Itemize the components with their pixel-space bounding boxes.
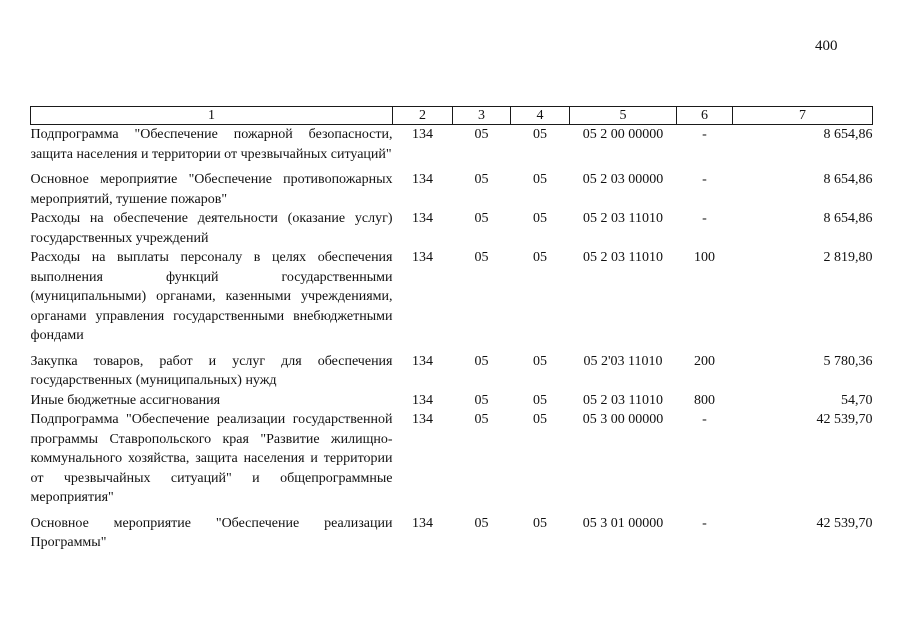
cell-col3: 05 <box>474 172 489 187</box>
cell-col2: 134 <box>412 392 433 408</box>
cell-col5: 05 2 03 11010 <box>583 392 663 408</box>
page-number: 400 <box>815 38 838 54</box>
cell-col4: 05 <box>533 250 547 265</box>
column-header: 6 <box>677 107 733 125</box>
cell-col6: 100 <box>694 250 715 265</box>
table-row <box>31 209 873 248</box>
row-name: Иные бюджетные ассигнования <box>30 392 221 408</box>
cell-col6: 800 <box>694 392 715 408</box>
cell-col5: 05 2'03 11010 <box>583 353 663 369</box>
row-name: Подпрограмма "Обеспечение реализации государственной программы Ставропольского края "Развитие жилищно-коммунального хозяйства, защита населения и территории от чрезвычайных ситуаций" и общепрограммные мероприятия" <box>30 412 393 505</box>
cell-col5: 05 2 03 11010 <box>583 211 663 226</box>
cell-col3: 05 <box>474 127 489 142</box>
row-name: Основное мероприятие "Обеспечение реализации Программы" <box>30 515 393 550</box>
cell-col2: 134 <box>412 412 433 427</box>
column-header: 4 <box>511 107 570 125</box>
table-row <box>31 410 873 514</box>
cell-col2: 134 <box>412 353 433 369</box>
cell-col3: 05 <box>474 392 489 408</box>
cell-col6: - <box>702 412 707 427</box>
cell-col3: 05 <box>474 412 489 427</box>
cell-amount: 8 654,86 <box>823 172 873 187</box>
cell-col6: - <box>702 515 707 531</box>
cell-col5: 05 3 00 00000 <box>582 412 664 427</box>
cell-amount: 8 654,86 <box>823 211 873 226</box>
column-header: 7 <box>733 107 873 125</box>
cell-amount: 42 539,70 <box>816 412 873 427</box>
cell-col2: 134 <box>412 172 433 187</box>
cell-col6: 200 <box>694 353 715 369</box>
cell-col3: 05 <box>474 353 489 369</box>
table-row <box>31 514 873 553</box>
table-row <box>31 170 873 209</box>
cell-col5: 05 2 03 00000 <box>582 172 664 187</box>
cell-col6: - <box>702 127 707 142</box>
cell-col2: 134 <box>412 515 433 531</box>
cell-col5: 05 2 03 11010 <box>583 250 663 265</box>
cell-col2: 134 <box>412 211 433 226</box>
row-name: Подпрограмма "Обеспечение пожарной безопасности, защита населения и территории от чрезвычайных ситуаций" <box>30 127 393 162</box>
header-row <box>31 107 873 125</box>
cell-col6: - <box>702 211 707 226</box>
cell-col3: 05 <box>474 211 489 226</box>
cell-col3: 05 <box>474 250 489 265</box>
cell-amount: 54,70 <box>841 392 873 408</box>
cell-col2: 134 <box>412 127 433 142</box>
cell-col3: 05 <box>474 515 489 531</box>
cell-amount: 42 539,70 <box>816 515 873 531</box>
cell-col6: - <box>702 172 707 187</box>
table-row <box>31 391 873 411</box>
cell-col4: 05 <box>533 412 547 427</box>
column-header: 5 <box>570 107 677 125</box>
cell-amount: 2 819,80 <box>823 250 873 265</box>
row-name: Расходы на выплаты персоналу в целях обеспечения выполнения функций государственными (муниципальными) органами, казенными учреждениями, органами управления государственными внебюджетными фондами <box>30 250 393 343</box>
row-name: Расходы на обеспечение деятельности (оказание услуг) государственных учреждений <box>30 211 393 246</box>
row-name: Основное мероприятие "Обеспечение противопожарных мероприятий, тушение пожаров" <box>30 172 393 207</box>
budget-table <box>30 106 873 553</box>
cell-col5: 05 3 01 00000 <box>582 515 664 531</box>
cell-col4: 05 <box>533 172 547 187</box>
column-header: 1 <box>31 107 393 125</box>
row-name: Закупка товаров, работ и услуг для обеспечения государственных (муниципальных) нужд <box>30 353 393 388</box>
cell-amount: 8 654,86 <box>823 127 873 142</box>
cell-col4: 05 <box>533 515 547 531</box>
cell-col4: 05 <box>533 127 547 142</box>
cell-col5: 05 2 00 00000 <box>582 127 664 142</box>
column-header: 2 <box>393 107 453 125</box>
column-header: 3 <box>453 107 511 125</box>
cell-col4: 05 <box>533 211 547 226</box>
cell-amount: 5 780,36 <box>823 353 873 369</box>
cell-col4: 05 <box>533 392 547 408</box>
table-row <box>31 352 873 391</box>
table-row <box>31 248 873 352</box>
table-row <box>31 125 873 171</box>
cell-col4: 05 <box>533 353 547 369</box>
cell-col2: 134 <box>412 250 433 265</box>
